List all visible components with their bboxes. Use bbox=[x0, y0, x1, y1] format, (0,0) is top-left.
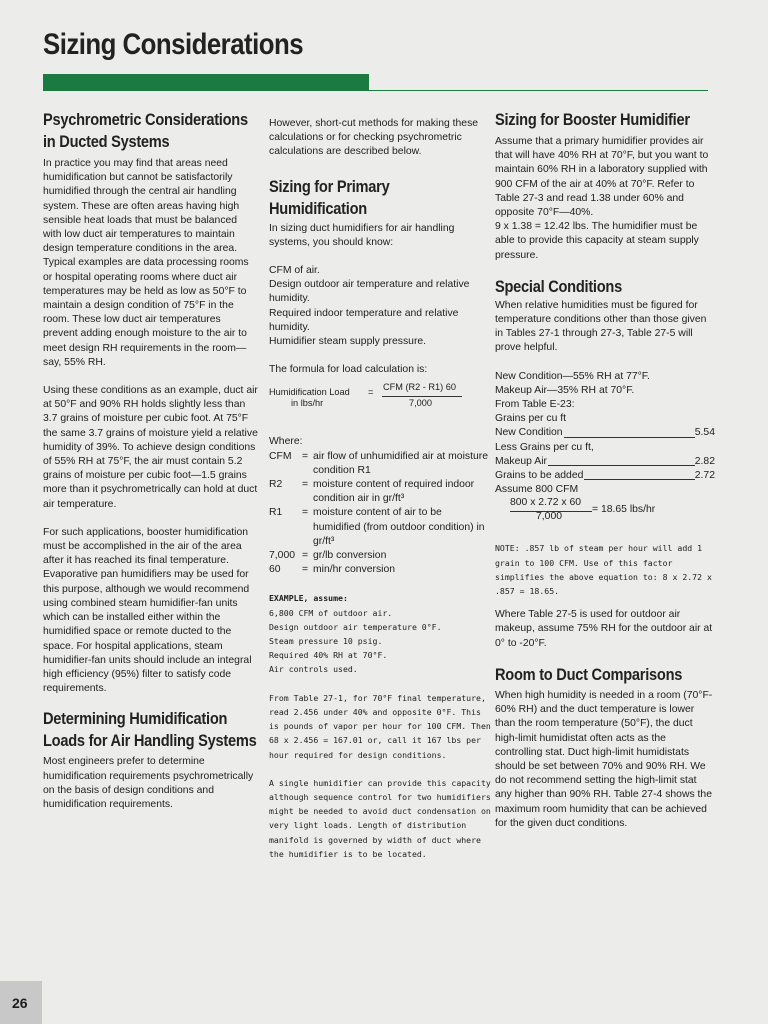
col3-paragraph-2: When relative humidities must be figured for temperature conditions other than those given in Tables 27-1 through 27-3, Table 27-5 will prove helpful. bbox=[495, 299, 707, 354]
grains-row bbox=[495, 455, 715, 469]
def-equals: = bbox=[302, 479, 309, 491]
heading-booster-humidifier: Sizing for Booster Humidifier bbox=[495, 110, 690, 129]
col1-paragraph-1: In practice you may find that areas need humidification but cannot be satisfactorily humidified through the central air handling system. These are often areas having high sensible heat loads that must be balanced with low duct air temperatures to maintain design temperature conditions in the area. Typical examples are data processing rooms or hospital operating rooms where duct air temperatures may be held as low as 50°F to maintain a design condition of 75°F in the room. These low duct air temperatures prevent adding enough moisture to the air to meet design RH requirements in the room—say, 55% RH. bbox=[43, 158, 249, 368]
page-number: 26 bbox=[12, 995, 28, 1011]
def-symbol: 7,000 bbox=[269, 550, 296, 562]
formula-numerator: CFM (R2 - R1) 60 bbox=[383, 382, 456, 393]
example-paragraph-3: A single humidifier can provide this capacity although sequence control for two humidifiers might be needed to avoid duct condensation on very light loads. Length of distribution manifold is governed by width of duct where the humidifier is to be located. bbox=[269, 777, 491, 859]
def-equals: = bbox=[302, 507, 309, 519]
assume-cfm: Assume 800 CFM bbox=[495, 484, 579, 496]
title-accent-bar bbox=[43, 74, 369, 91]
requirement-item: Design outdoor air temperature and relative humidity. bbox=[269, 279, 470, 305]
heading-special-conditions: Special Conditions bbox=[495, 276, 622, 296]
calc-result: = 18.65 lbs/hr bbox=[592, 504, 656, 516]
heading-determining-loads: Determining Humidification Loads for Air Handling Systems bbox=[43, 709, 257, 751]
def-text: air flow of unhumidified air at moisture condition R1 bbox=[313, 450, 488, 476]
def-symbol: R2 bbox=[269, 479, 283, 491]
col1-paragraph-2: Using these conditions as an example, duct air at 50°F and 90% RH holds slightly less than 3.7 grains of moisture per cubic foot. At 75°F the same 3.7 grains of moisture yield a relative humidity of 39%. To achieve design conditions of 55% RH at 75°F, the air must contain 5.2 grains of moisture per cubic foot—1.5 grains more than it psychrometrically can hold at duct air temperature. bbox=[43, 385, 258, 510]
requirement-item: Humidifier steam supply pressure. bbox=[269, 336, 427, 348]
row-label: Makeup Air bbox=[495, 455, 547, 467]
def-equals: = bbox=[302, 564, 309, 576]
col1-paragraph-3: For such applications, booster humidification must be accomplished in the air of the area after it has reached its final temperature. Evaporative pan humidifiers may be used for this purpose, although we would recommend using combined steam humidifier-fan units which can be installed either within the humidified space or remote ducted to the space. For hospital applications, steam humidifier-fan units should include an integral high efficiency (95%) filter to satisfy code requirements. bbox=[43, 526, 252, 695]
title-rule bbox=[369, 90, 708, 91]
def-equals: = bbox=[302, 450, 309, 462]
where-label: Where: bbox=[269, 436, 303, 448]
formula-denominator: 7,000 bbox=[409, 398, 432, 409]
col3-paragraph-3: Where Table 27-5 is used for outdoor air makeup, assume 75% RH for the outdoor air at 0° to -20°F. bbox=[495, 609, 713, 649]
variable-definitions bbox=[269, 450, 491, 578]
example-paragraph-2: From Table 27-1, for 70°F final temperature, read 2.456 under 40% and opposite 0°F. This is pounds of vapor per hour for 100 CFM. Then 68 x 2.456 = 167.01 or, call it 167 lbs per hour required for design conditions. bbox=[269, 692, 491, 760]
row-value: 5.54 bbox=[694, 427, 715, 439]
page-number-tab bbox=[0, 981, 42, 1024]
def-symbol: R1 bbox=[269, 507, 283, 519]
def-text: gr/lb conversion bbox=[313, 550, 387, 562]
example-line: Design outdoor air temperature 0°F. bbox=[269, 621, 442, 632]
formula-lhs-units: in lbs/hr bbox=[291, 398, 324, 409]
example-line: Steam pressure 10 psig. bbox=[269, 636, 383, 647]
example-line: Required 40% RH at 70°F. bbox=[269, 650, 388, 661]
requirement-item: CFM of air. bbox=[269, 265, 320, 277]
example-line: 6,800 CFM of outdoor air. bbox=[269, 607, 393, 618]
calc-numerator: 800 x 2.72 x 60 bbox=[510, 497, 582, 509]
load-formula bbox=[269, 382, 491, 421]
def-text: min/hr conversion bbox=[313, 564, 396, 576]
column-2 bbox=[269, 117, 491, 861]
grains-row bbox=[495, 441, 715, 455]
from-table: From Table E-23: bbox=[495, 399, 575, 411]
example-line: Air controls used. bbox=[269, 664, 358, 675]
def-text: moisture content of required indoor condition air in gr/ft³ bbox=[313, 479, 475, 505]
booster-calculation bbox=[495, 497, 715, 527]
def-symbol: CFM bbox=[269, 450, 292, 462]
grains-row bbox=[495, 426, 715, 440]
col3-paragraph-1: Assume that a primary humidifier provides air that will have 40% RH at 70°F, but you want to maintain 60% RH in a laboratory supplied with 900 CFM of the air at 40% at 70°F. Refer to Table 27-3 and read 1.38 under 60% and opposite 70°F—40%. bbox=[495, 136, 709, 219]
example-label: EXAMPLE, assume: bbox=[269, 593, 348, 604]
col3-paragraph-4: When high humidity is needed in a room (70°F-60% RH) and the duct temperature is lower than the room temperature (50°F), the duct high-limit humidistat often acts as the controlling stat. Duct high-limit humidistats should be set between 70% and 90% RH. We do not recommend setting the high-limit stat any higher than 90% RH. Table 27-4 shows the maximum room humidity that can be achieved for the given duct conditions. bbox=[495, 689, 713, 829]
row-label: Grains to be added bbox=[495, 470, 584, 482]
row-label: New Condition bbox=[495, 427, 563, 439]
grains-label: Grains per cu ft bbox=[495, 413, 567, 425]
col2-list-intro: In sizing duct humidifiers for air handling systems, you should know: bbox=[269, 222, 455, 248]
calc-denominator: 7,000 bbox=[536, 511, 563, 523]
def-symbol: 60 bbox=[269, 564, 281, 576]
formula-equals: = bbox=[368, 387, 374, 398]
column-1 bbox=[43, 109, 258, 812]
makeup-air: Makeup Air—35% RH at 70°F. bbox=[495, 384, 635, 396]
heading-psychrometric: Psychrometric Considerations in Ducted Systems bbox=[43, 110, 248, 151]
new-condition: New Condition—55% RH at 77°F. bbox=[495, 370, 650, 382]
def-equals: = bbox=[302, 550, 309, 562]
page-title: Sizing Considerations bbox=[43, 28, 304, 61]
fraction-bar bbox=[382, 396, 462, 397]
heading-room-to-duct: Room to Duct Comparisons bbox=[495, 664, 683, 684]
def-text: moisture content of air to be humidified (from outdoor condition) in gr/ft³ bbox=[313, 507, 485, 547]
heading-primary-humidification: Sizing for Primary Humidification bbox=[269, 176, 390, 218]
row-label: Less Grains per cu ft, bbox=[495, 441, 594, 453]
formula-lhs: Humidification Load bbox=[269, 387, 350, 398]
example-block bbox=[269, 591, 491, 676]
col1-paragraph-4: Most engineers prefer to determine humidification requirements psychrometrically on the basis of design conditions and humidification requirements. bbox=[43, 756, 254, 810]
steam-note: NOTE: .857 lb of steam per hour will add 1 grain to 100 CFM. Use of this factor simplifies the above equation to: 8 x 2.72 x .857 = 18.65. bbox=[495, 543, 712, 597]
column-3 bbox=[495, 109, 715, 831]
grains-row bbox=[495, 469, 715, 483]
col2-intro: However, short-cut methods for making these calculations or for checking psychrometric calculations are described below. bbox=[269, 118, 479, 158]
requirement-item: Required indoor temperature and relative humidity. bbox=[269, 307, 459, 333]
row-value: 2.72 bbox=[694, 470, 715, 482]
formula-intro: The formula for load calculation is: bbox=[269, 364, 428, 376]
col3-paragraph-1b: 9 x 1.38 = 12.42 lbs. The humidifier must be able to provide this capacity at steam supply pressure. bbox=[495, 221, 699, 261]
row-value: 2.82 bbox=[694, 455, 715, 467]
